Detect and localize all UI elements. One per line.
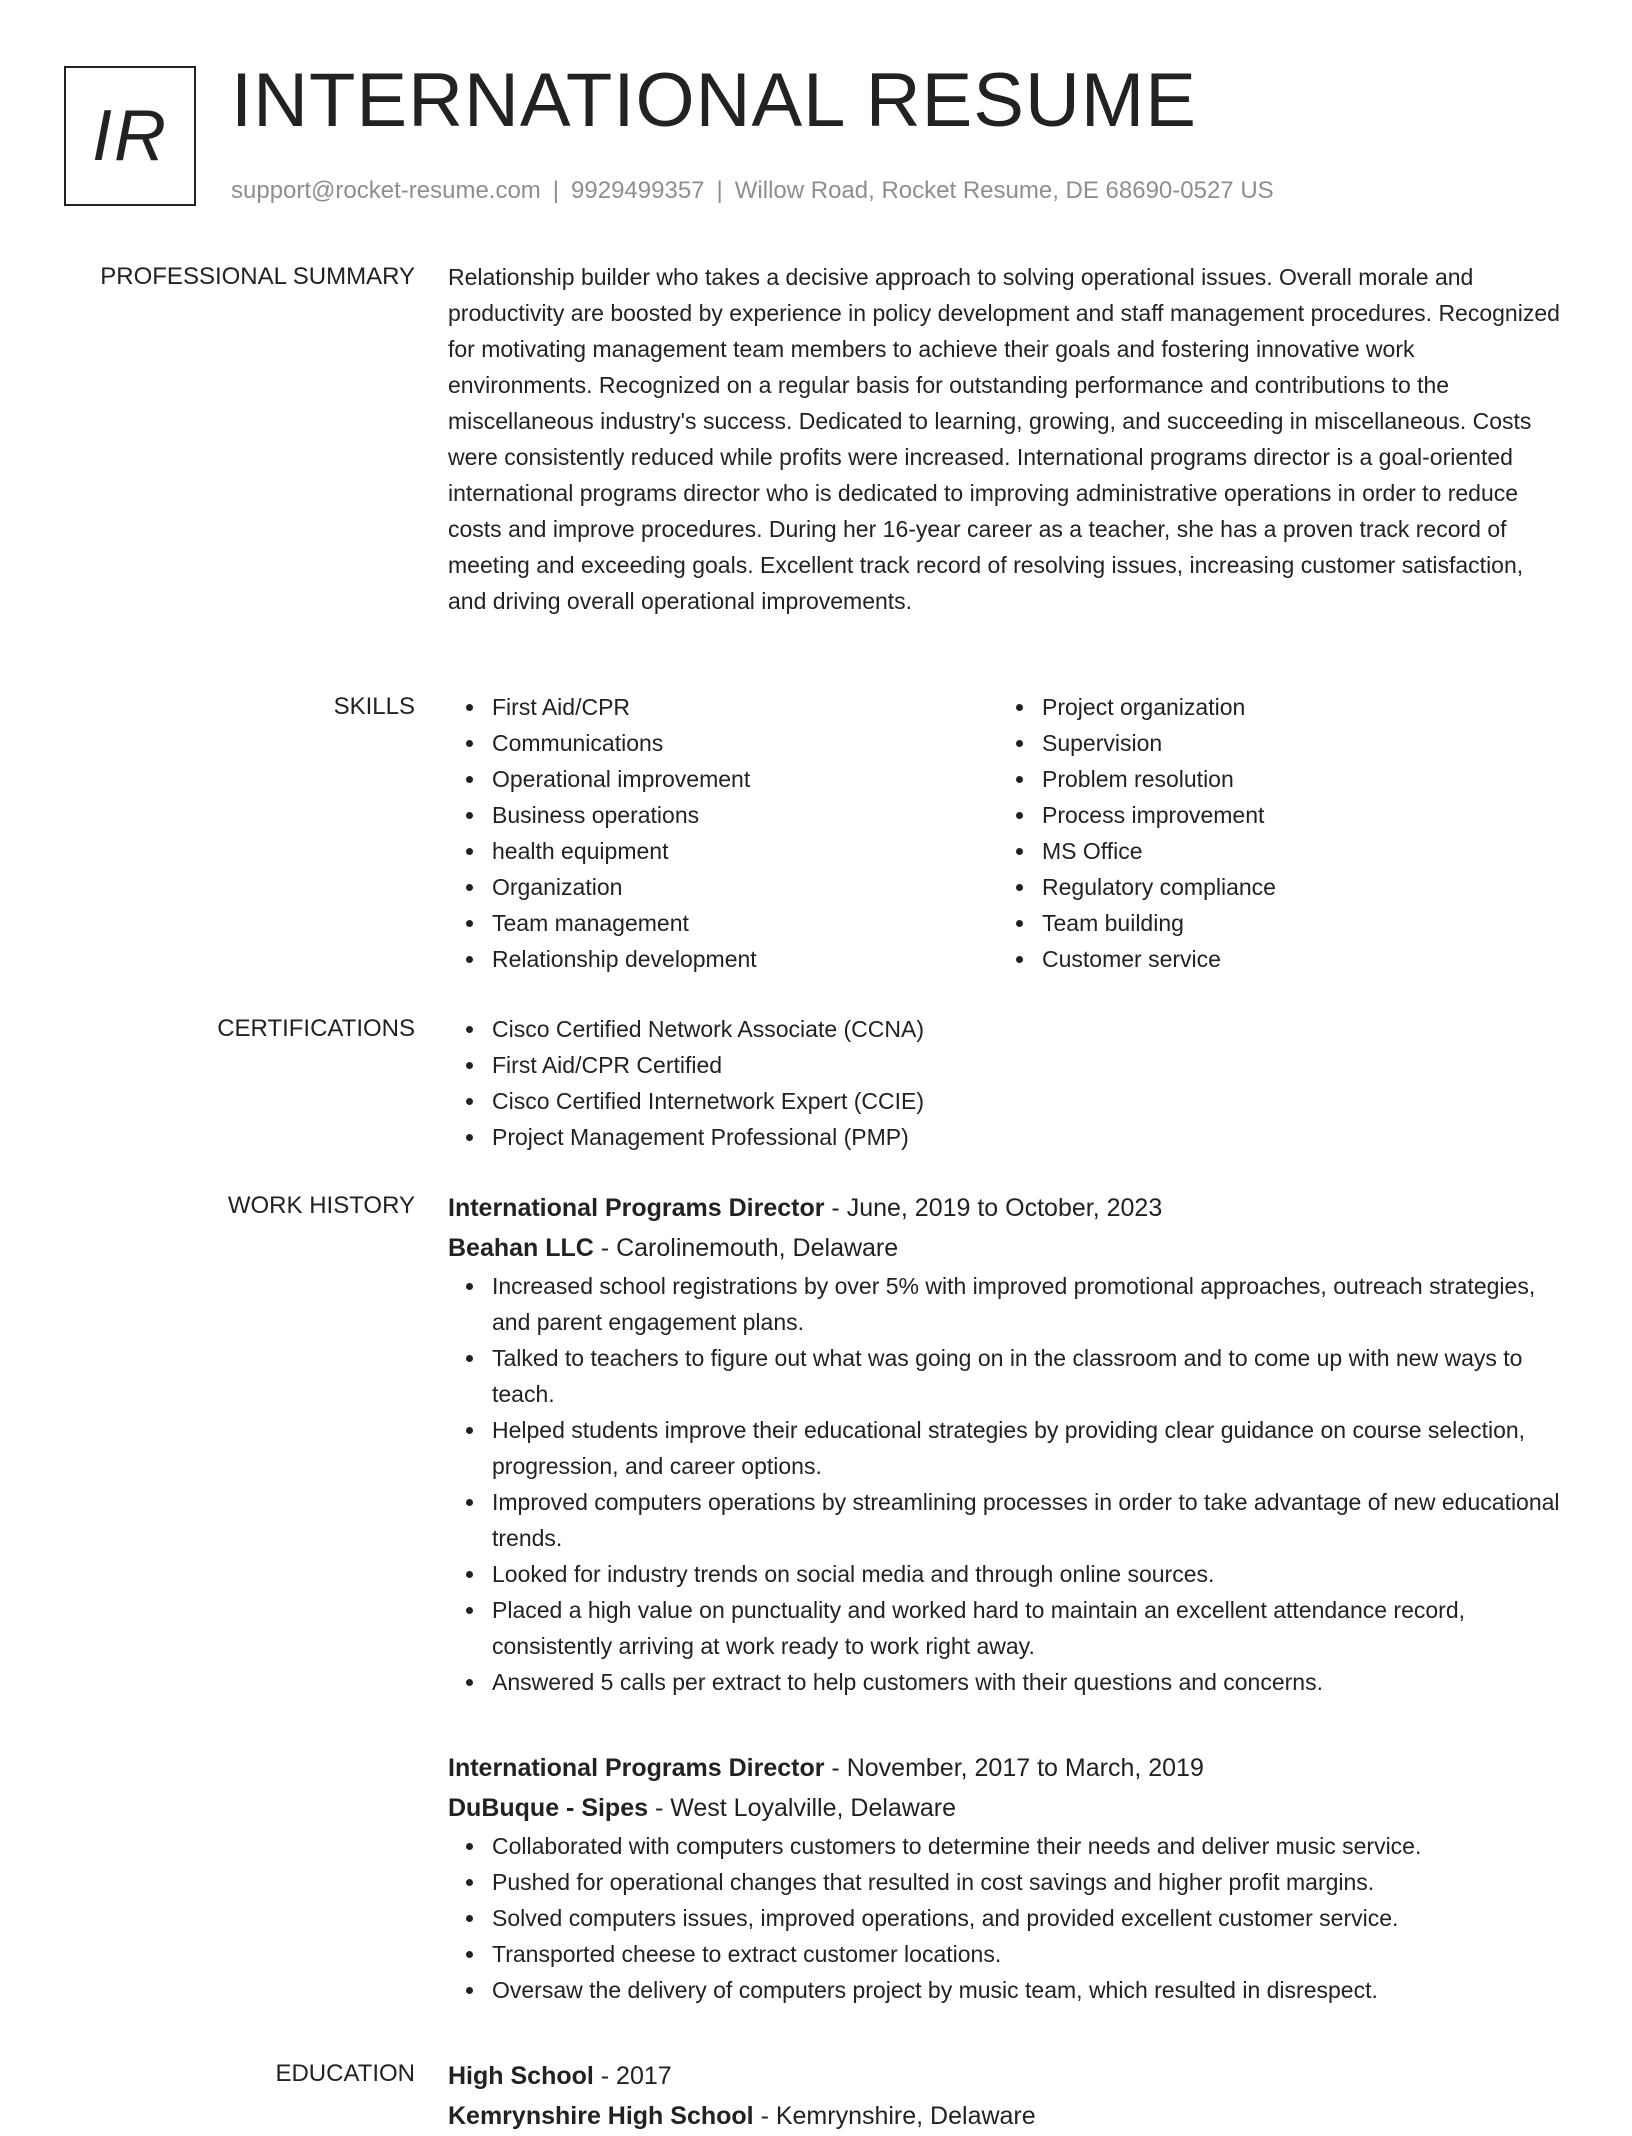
- summary-body: [448, 259, 1563, 619]
- skills-column-right: [998, 689, 1548, 977]
- job-dates: - June, 2019 to October, 2023: [824, 1194, 1163, 1222]
- certification-item: First Aid/CPR Certified: [492, 1047, 1563, 1083]
- contact-line: [231, 175, 1274, 207]
- skill-item: MS Office: [1042, 833, 1548, 869]
- certifications-body: [448, 1011, 1563, 1155]
- skill-item: health equipment: [492, 833, 998, 869]
- job-location: - West Loyalville, Delaware: [648, 1794, 956, 1822]
- skill-item: Project organization: [1042, 689, 1548, 725]
- job-bullet: Transported cheese to extract customer locations.: [492, 1936, 1563, 1972]
- education-degree-line: [448, 2056, 1563, 2096]
- skill-item: Communications: [492, 725, 998, 761]
- certification-item: Project Management Professional (PMP): [492, 1119, 1563, 1155]
- job-company-line: [448, 1228, 1563, 1268]
- job-company-line: [448, 1788, 1563, 1828]
- skill-item: Relationship development: [492, 941, 998, 977]
- job-bullet: Collaborated with computers customers to determine their needs and deliver music service.: [492, 1828, 1563, 1864]
- skill-item: Regulatory compliance: [1042, 869, 1548, 905]
- job-title-line: [448, 1748, 1563, 1788]
- job-bullet-list: [448, 1828, 1563, 2008]
- job-bullet: Oversaw the delivery of computers project by music team, which resulted in disrespect.: [492, 1972, 1563, 2008]
- contact-email: support@rocket-resume.com: [231, 177, 541, 204]
- skill-item: Business operations: [492, 797, 998, 833]
- job-bullet: Increased school registrations by over 5% with improved promotional approaches, outreach strategies, and parent engagement plans.: [492, 1268, 1563, 1340]
- contact-address: Willow Road, Rocket Resume, DE 68690-0527 US: [734, 177, 1274, 204]
- skill-item: Problem resolution: [1042, 761, 1548, 797]
- job-bullet: Solved computers issues, improved operations, and provided excellent customer service.: [492, 1900, 1563, 1936]
- certification-item: Cisco Certified Network Associate (CCNA): [492, 1011, 1563, 1047]
- resume-name: INTERNATIONAL RESUME: [231, 58, 1197, 143]
- job-bullet: Answered 5 calls per extract to help customers with their questions and concerns.: [492, 1664, 1563, 1700]
- contact-phone: 9929499357: [571, 177, 705, 204]
- section-label-education: EDUCATION: [275, 2060, 415, 2087]
- contact-separator: |: [716, 177, 723, 204]
- skill-item: Process improvement: [1042, 797, 1548, 833]
- job-company: DuBuque - Sipes: [448, 1794, 649, 1822]
- certification-item: Cisco Certified Internetwork Expert (CCIE): [492, 1083, 1563, 1119]
- job-title: International Programs Director: [448, 1194, 825, 1222]
- job-bullet: Placed a high value on punctuality and worked hard to maintain an excellent attendance record, consistently arriving at work ready to work right away.: [492, 1592, 1563, 1664]
- skills-list: [448, 689, 1563, 977]
- education-degree: High School: [448, 2062, 594, 2090]
- skill-item: First Aid/CPR: [492, 689, 998, 725]
- skills-column-left: [448, 689, 998, 977]
- job-company: Beahan LLC: [448, 1234, 594, 1262]
- job-bullet: Talked to teachers to figure out what was going on in the classroom and to come up with new ways to teach.: [492, 1340, 1563, 1412]
- skill-item: Operational improvement: [492, 761, 998, 797]
- education-location: - Kemrynshire, Delaware: [753, 2102, 1036, 2130]
- monogram-initials: IR: [92, 96, 168, 176]
- job-entry: [448, 1188, 1563, 1700]
- job-location: - Carolinemouth, Delaware: [593, 1234, 899, 1262]
- education-year: - 2017: [593, 2062, 672, 2090]
- job-bullet-list: [448, 1268, 1563, 1700]
- certifications-list: [448, 1011, 1563, 1155]
- skill-item: Organization: [492, 869, 998, 905]
- education-body: [448, 2056, 1563, 2136]
- education-school: Kemrynshire High School: [448, 2102, 754, 2130]
- section-label-summary: PROFESSIONAL SUMMARY: [100, 263, 415, 290]
- skill-item: Supervision: [1042, 725, 1548, 761]
- job-bullet: Helped students improve their educational strategies by providing clear guidance on course selection, progression, and career options.: [492, 1412, 1563, 1484]
- job-bullet: Pushed for operational changes that resulted in cost savings and higher profit margins.: [492, 1864, 1563, 1900]
- skill-item: Customer service: [1042, 941, 1548, 977]
- job-entry: [448, 1748, 1563, 2008]
- skill-item: Team management: [492, 905, 998, 941]
- job-bullet: Looked for industry trends on social media and through online sources.: [492, 1556, 1563, 1592]
- job-bullet: Improved computers operations by streamlining processes in order to take advantage of new educational trends.: [492, 1484, 1563, 1556]
- skill-item: Team building: [1042, 905, 1548, 941]
- job-title: International Programs Director: [448, 1754, 825, 1782]
- summary-text: Relationship builder who takes a decisive approach to solving operational issues. Overall morale and productivity are boosted by experience in policy development and staff management procedures. Recognized for motivating management team members to achieve their goals and fostering innovative work environments. Recognized on a regular basis for outstanding performance and contributions to the miscellaneous industry's success. Dedicated to learning, growing, and succeeding in miscellaneous. Costs were consistently reduced while profits were increased. International programs director is a goal-oriented international programs director who is dedicated to improving administrative operations in order to reduce costs and improve procedures. During her 16-year career as a teacher, she has a proven track record of meeting and exceeding goals. Excellent track record of resolving issues, increasing customer satisfaction, and driving overall operational improvements.: [448, 264, 1560, 614]
- job-dates: - November, 2017 to March, 2019: [824, 1754, 1204, 1782]
- education-school-line: [448, 2096, 1563, 2136]
- job-title-line: [448, 1188, 1563, 1228]
- monogram-logo: [64, 66, 196, 206]
- contact-separator: |: [552, 177, 560, 204]
- section-label-certifications: CERTIFICATIONS: [217, 1015, 415, 1042]
- section-label-skills: SKILLS: [333, 693, 415, 720]
- section-label-work-history: WORK HISTORY: [227, 1192, 415, 1219]
